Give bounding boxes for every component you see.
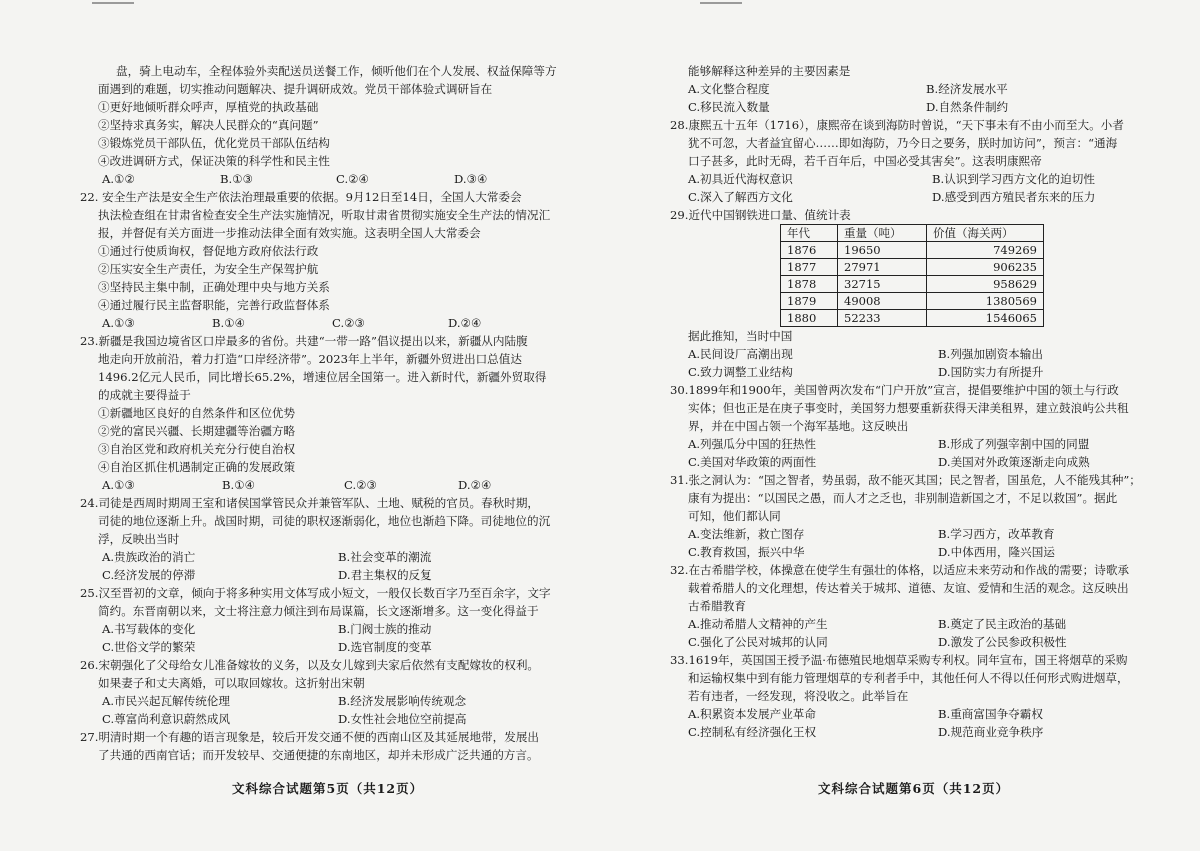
q28-option-b: B.认识到学习西方文化的迫切性 bbox=[932, 172, 1095, 186]
q22-options bbox=[98, 314, 568, 332]
table-cell: 52233 bbox=[838, 310, 927, 327]
q28-option-a: A.初具近代海权意识 bbox=[688, 172, 793, 186]
scan-mark bbox=[700, 2, 742, 4]
q26-option-d: D.女性社会地位空前提高 bbox=[338, 712, 467, 726]
q27-options-row-1 bbox=[688, 80, 1158, 98]
q27-stem-line-2: 了共通的西南官话；而开发较早、交通便捷的东南地区，却并未形成广泛共通的方言。 bbox=[98, 748, 539, 762]
q33-option-d: D.规范商业竞争秩序 bbox=[938, 725, 1044, 739]
q23-option-c: C.②③ bbox=[344, 478, 377, 492]
q25-option-a: A.书写载体的变化 bbox=[102, 622, 196, 636]
q28-option-d: D.感受到西方殖民者东来的压力 bbox=[932, 190, 1096, 204]
q29-stem-after: 据此推知，当时中国 bbox=[688, 329, 793, 343]
table-row bbox=[781, 293, 1044, 310]
q22-stem-line-2: 执法检查组在甘肃省检查安全生产法实施情况，听取甘肃省贯彻实施安全生产法的情况汇 bbox=[98, 208, 551, 222]
q21-item-2: ②坚持求真务实，解决人民群众的“真问题” bbox=[98, 118, 319, 132]
q23-item-1: ①新疆地区良好的自然条件和区位优势 bbox=[98, 406, 296, 420]
q29-options-row-1 bbox=[688, 345, 1158, 363]
table-cell: 749269 bbox=[927, 242, 1044, 259]
q28-stem-line-3: 口子甚多，此时无碍，若千百年后，中国必受其害矣”。这表明康熙帝 bbox=[688, 154, 1042, 168]
q32-option-b: B.奠定了民主政治的基础 bbox=[938, 617, 1067, 631]
q22-item-4: ④通过履行民主监督职能，完善行政监督体系 bbox=[98, 298, 330, 312]
q22-option-d: D.②④ bbox=[448, 316, 482, 330]
q23-item-3: ③自治区党和政府机关充分行使自治权 bbox=[98, 442, 296, 456]
table-header-row bbox=[781, 225, 1044, 242]
table-cell: 1546065 bbox=[927, 310, 1044, 327]
table-cell: 1880 bbox=[781, 310, 838, 327]
q30-option-c: C.美国对华政策的两面性 bbox=[688, 455, 817, 469]
q26-options-row-2 bbox=[98, 710, 568, 728]
q24-option-b: B.社会变革的潮流 bbox=[338, 550, 432, 564]
q23-stem-line-2: 地走向开放前沿，着力打造“口岸经济带”。2023年上半年，新疆外贸进出口总值达 bbox=[98, 352, 522, 366]
q27-option-d: D.自然条件制约 bbox=[926, 100, 1009, 114]
q31-stem-line-1: 31.张之洞认为：“国之智者，势虽弱，敌不能灭其国；民之智者，国虽危，人不能残其种”； bbox=[670, 473, 1141, 487]
q23-stem-line-3: 1496.2亿元人民币，同比增长65.2%，增速位居全国第一。进入新时代，新疆外贸取得 bbox=[98, 370, 547, 384]
q21-option-c: C.②④ bbox=[336, 172, 369, 186]
q31-options-row-2 bbox=[688, 543, 1158, 561]
table-row bbox=[781, 259, 1044, 276]
q32-options-row-1 bbox=[688, 615, 1158, 633]
q24-stem-line-3: 浮，反映出当时 bbox=[98, 532, 180, 546]
page-5 bbox=[80, 62, 568, 764]
q29-option-a: A.民间设厂高潮出现 bbox=[688, 347, 793, 361]
q24-options-row-1 bbox=[98, 548, 568, 566]
page-footer-5: 文科综合试题第5页（共12页） bbox=[232, 781, 424, 796]
q21-item-4: ④改进调研方式，保证决策的科学性和民主性 bbox=[98, 154, 330, 168]
q27-option-b: B.经济发展水平 bbox=[926, 82, 1008, 96]
table-cell: 49008 bbox=[838, 293, 927, 310]
table-header-cell: 价值（海关两） bbox=[927, 225, 1044, 242]
q31-stem-line-2: 康有为提出：“以国民之愚，而人才之乏也，非别制造新国之才，不足以救国”。据此 bbox=[688, 491, 1118, 505]
q22-stem-line-3: 报，并督促有关方面进一步推动法律全面有效实施。这表明全国人大常委会 bbox=[98, 226, 481, 240]
q25-options-row-1 bbox=[98, 620, 568, 638]
q21-option-d: D.③④ bbox=[454, 172, 488, 186]
q27-stem-line-1: 27.明清时期一个有趣的语言现象是，较后开发交通不便的西南山区及其延展地带，发展出 bbox=[80, 730, 540, 744]
q21-options bbox=[98, 170, 568, 188]
q24-option-a: A.贵族政治的消亡 bbox=[102, 550, 196, 564]
q23-stem-line-4: 的成就主要得益于 bbox=[98, 388, 191, 402]
q32-stem-line-3: 古希腊教育 bbox=[688, 599, 746, 613]
table-cell: 906235 bbox=[927, 259, 1044, 276]
q22-item-1: ①通过行使质询权，督促地方政府依法行政 bbox=[98, 244, 319, 258]
q21-item-3: ③锻炼党员干部队伍，优化党员干部队伍结构 bbox=[98, 136, 330, 150]
q30-option-a: A.列强瓜分中国的狂热性 bbox=[688, 437, 816, 451]
table-cell: 1380569 bbox=[927, 293, 1044, 310]
q21-stem-line-1: 盘，骑上电动车，全程体验外卖配送员送餐工作，倾听他们在个人发展、权益保障等方 bbox=[116, 64, 557, 78]
q24-stem-line-1: 24.司徒是西周时期周王室和诸侯国掌管民众并兼管军队、土地、赋税的官员。春秋时期， bbox=[80, 496, 540, 510]
q25-stem-line-2: 简约。东晋南朝以来，文士将注意力倾注到布局谋篇，长文逐渐增多。这一变化得益于 bbox=[98, 604, 539, 618]
table-cell: 19650 bbox=[838, 242, 927, 259]
q30-options-row-2 bbox=[688, 453, 1158, 471]
q24-option-d: D.君主集权的反复 bbox=[338, 568, 432, 582]
q33-option-b: B.重商富国争夺霸权 bbox=[938, 707, 1043, 721]
q26-option-a: A.市民兴起瓦解传统伦理 bbox=[102, 694, 230, 708]
q24-option-c: C.经济发展的停滞 bbox=[102, 568, 196, 582]
table-row bbox=[781, 242, 1044, 259]
q30-option-b: B.形成了列强宰割中国的同盟 bbox=[938, 437, 1090, 451]
table-header-cell: 年代 bbox=[781, 225, 838, 242]
q21-item-1: ①更好地倾听群众呼声，厚植党的执政基础 bbox=[98, 100, 319, 114]
q21-option-b: B.①③ bbox=[220, 172, 253, 186]
q29-option-b: B.列强加剧资本输出 bbox=[938, 347, 1043, 361]
q25-option-d: D.选官制度的变革 bbox=[338, 640, 432, 654]
q25-option-b: B.门阀士族的推动 bbox=[338, 622, 432, 636]
q26-stem-line-2: 如果妻子和丈夫离婚，可以取回嫁妆。这折射出宋朝 bbox=[98, 676, 365, 690]
table-header-cell: 重量（吨） bbox=[838, 225, 927, 242]
scan-mark bbox=[92, 2, 134, 4]
q28-stem-line-1: 28.康熙五十五年（1716），康熙帝在谈到海防时曾说，“天下事未有不由小而至大。小者 bbox=[670, 118, 1124, 132]
q22-item-3: ③坚持民主集中制，正确处理中央与地方关系 bbox=[98, 280, 330, 294]
q23-stem-line-1: 23.新疆是我国边境省区口岸最多的省份。共建“一带一路”倡议提出以来，新疆从内陆腹 bbox=[80, 334, 528, 348]
q30-option-d: D.美国对外政策逐渐走向成熟 bbox=[938, 455, 1090, 469]
q27-stem-cont: 能够解释这种差异的主要因素是 bbox=[688, 64, 851, 78]
q26-option-b: B.经济发展影响传统观念 bbox=[338, 694, 467, 708]
q27-option-c: C.移民流入数量 bbox=[688, 100, 770, 114]
q22-option-c: C.②③ bbox=[332, 316, 365, 330]
q30-stem-line-2: 实体；但也正是在庚子事变时，美国努力想要重新获得天津美租界，建立鼓浪屿公共租 bbox=[688, 401, 1129, 415]
q29-title: 29.近代中国钢铁进口量、值统计表 bbox=[670, 208, 851, 222]
q31-stem-line-3: 可知，他们都认同 bbox=[688, 509, 781, 523]
q28-options-row-2 bbox=[688, 188, 1158, 206]
table-cell: 958629 bbox=[927, 276, 1044, 293]
q21-stem-line-2: 面遇到的难题，切实推动问题解决、提升调研成效。党员干部体验式调研旨在 bbox=[98, 82, 493, 96]
q24-options-row-2 bbox=[98, 566, 568, 584]
q33-stem-line-2: 和运输权集中到有能力管理烟草的专利者手中，其他任何人不得以任何形式购进烟草， bbox=[688, 671, 1129, 685]
table-cell: 27971 bbox=[838, 259, 927, 276]
steel-import-table bbox=[780, 224, 1044, 327]
q22-item-2: ②压实安全生产责任，为安全生产保驾护航 bbox=[98, 262, 319, 276]
q31-option-b: B.学习西方，改革教育 bbox=[938, 527, 1055, 541]
q32-stem-line-2: 载着希腊人的文化理想，传达着关于城邦、道德、友谊、爱情和生活的观念。这反映出 bbox=[688, 581, 1129, 595]
q23-option-a: A.①③ bbox=[102, 478, 135, 492]
q26-option-c: C.尊富尚利意识蔚然成风 bbox=[102, 712, 231, 726]
q33-options-row-1 bbox=[688, 705, 1158, 723]
q23-item-4: ④自治区抓住机遇制定正确的发展政策 bbox=[98, 460, 296, 474]
q33-options-row-2 bbox=[688, 723, 1158, 741]
table-cell: 32715 bbox=[838, 276, 927, 293]
q33-stem-line-1: 33.1619年，英国国王授予温·布德殖民地烟草采购专利权。同年宣布，国王将烟草的采购 bbox=[670, 653, 1128, 667]
table-cell: 1877 bbox=[781, 259, 838, 276]
q30-options-row-1 bbox=[688, 435, 1158, 453]
q27-options-row-2 bbox=[688, 98, 1158, 116]
q23-option-d: D.②④ bbox=[458, 478, 492, 492]
q29-options-row-2 bbox=[688, 363, 1158, 381]
table-cell: 1878 bbox=[781, 276, 838, 293]
q29-option-c: C.致力调整工业结构 bbox=[688, 365, 793, 379]
q28-options-row-1 bbox=[688, 170, 1158, 188]
q33-option-c: C.控制私有经济强化王权 bbox=[688, 725, 817, 739]
q32-options-row-2 bbox=[688, 633, 1158, 651]
table-cell: 1876 bbox=[781, 242, 838, 259]
q31-options-row-1 bbox=[688, 525, 1158, 543]
q31-option-d: D.中体西用，隆兴国运 bbox=[938, 545, 1055, 559]
q31-option-c: C.教育救国，振兴中华 bbox=[688, 545, 805, 559]
page-6 bbox=[670, 62, 1158, 741]
q25-option-c: C.世俗文学的繁荣 bbox=[102, 640, 196, 654]
q33-stem-line-3: 若有违者，一经发现，将没收之。此举旨在 bbox=[688, 689, 909, 703]
q25-stem-line-1: 25.汉至晋初的文章，倾向于将多种实用文体写成小短文，一般仅长数百字乃至百余字，文字 bbox=[80, 586, 551, 600]
q26-stem-line-1: 26.宋朝强化了父母给女儿准备嫁妆的义务，以及女儿嫁到夫家后依然有支配嫁妆的权利。 bbox=[80, 658, 540, 672]
q30-stem-line-1: 30.1899年和1900年，美国曾两次发布“门户开放”宣言，提倡要维护中国的领土与行政 bbox=[670, 383, 1119, 397]
q22-option-b: B.①④ bbox=[212, 316, 245, 330]
q28-option-c: C.深入了解西方文化 bbox=[688, 190, 793, 204]
q25-options-row-2 bbox=[98, 638, 568, 656]
q22-stem-line-1: 22. 安全生产法是安全生产依法治理最重要的依据。9月12日至14日，全国人大常委会 bbox=[80, 190, 522, 204]
q26-options-row-1 bbox=[98, 692, 568, 710]
table-cell: 1879 bbox=[781, 293, 838, 310]
table-row bbox=[781, 276, 1044, 293]
q32-option-d: D.激发了公民参政积极性 bbox=[938, 635, 1067, 649]
q27-option-a: A.文化整合程度 bbox=[688, 82, 770, 96]
q32-option-c: C.强化了公民对城邦的认同 bbox=[688, 635, 828, 649]
q32-option-a: A.推动希腊人文精神的产生 bbox=[688, 617, 828, 631]
q21-option-a: A.①② bbox=[102, 172, 135, 186]
q28-stem-line-2: 犹不可忽，大者益宜留心……即如海防，乃今日之要务，朕时加访问”，预言：“通海 bbox=[688, 136, 1118, 150]
q23-item-2: ②党的富民兴疆、长期建疆等治疆方略 bbox=[98, 424, 296, 438]
page-footer-6: 文科综合试题第6页（共12页） bbox=[818, 781, 1010, 796]
q30-stem-line-3: 界，并在中国占领一个海军基地。这反映出 bbox=[688, 419, 909, 433]
q22-option-a: A.①③ bbox=[102, 316, 135, 330]
q29-option-d: D.国防实力有所提升 bbox=[938, 365, 1044, 379]
table-row bbox=[781, 310, 1044, 327]
q32-stem-line-1: 32.在古希腊学校，体操意在使学生有强壮的体格，以适应未来劳动和作战的需要；诗歌承 bbox=[670, 563, 1130, 577]
q31-option-a: A.变法维新，救亡图存 bbox=[688, 527, 805, 541]
q23-option-b: B.①④ bbox=[222, 478, 255, 492]
q33-option-a: A.积累资本发展产业革命 bbox=[688, 707, 816, 721]
q24-stem-line-2: 司徒的地位逐渐上升。战国时期，司徒的职权逐渐弱化，地位也渐趋下降。司徒地位的沉 bbox=[98, 514, 551, 528]
q23-options bbox=[98, 476, 568, 494]
